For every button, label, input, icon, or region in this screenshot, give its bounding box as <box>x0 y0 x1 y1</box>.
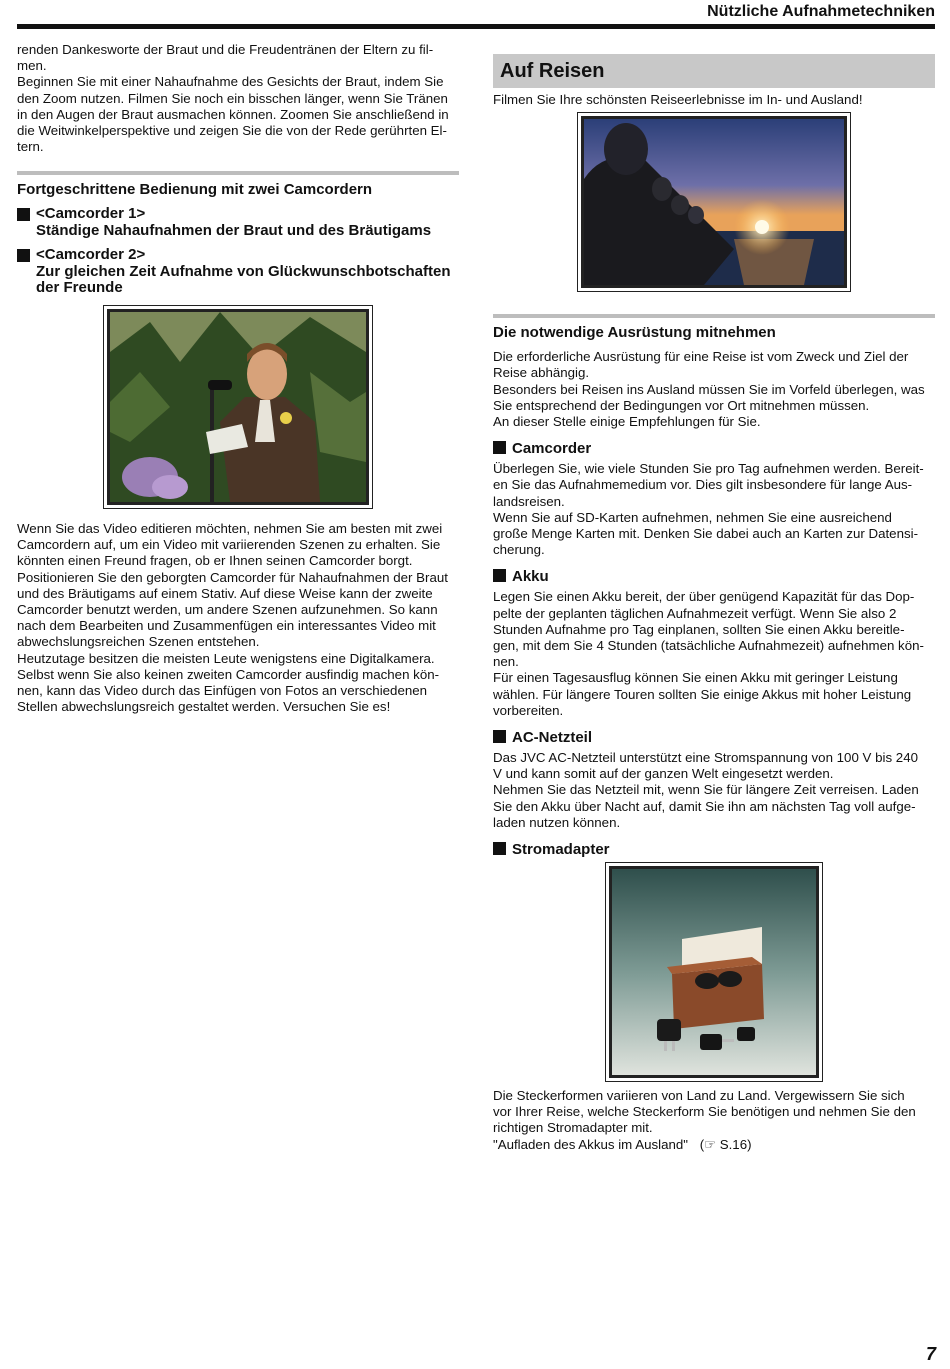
travel-banner: Auf Reisen <box>493 54 935 88</box>
page-number: 7 <box>925 1344 936 1364</box>
camcorder-2-note: <Camcorder 2> Zur gleichen Zeit Aufnahme von Glückwunschbotschaften der Freunde <box>17 247 459 297</box>
charging-abroad-link[interactable]: "Aufladen des Akkus im Ausland" <box>493 1136 688 1152</box>
right-column <box>493 42 935 1153</box>
square-bullet-icon <box>17 208 30 221</box>
page-reference[interactable]: (☞ S.16) <box>699 1136 752 1152</box>
header-rule <box>17 24 935 29</box>
camcorder-heading: Camcorder <box>493 440 935 457</box>
akku-text: Legen Sie einen Akku bereit, der über genügend Kapazität für das Dop- pelte der geplanten täglichen Aufnahmezeit verfügt. Wenn Sie also 2 Stunden Aufnahme pro Tag einplanen, sollten Sie einen Akku bereitle- gen, mit dem Sie 4 Stunden (tatsächliche Aufnahmezeit) aufnehmen kön- nen. Für einen Tagesausflug können Sie einen Akku mit geringer Leistung wählen. Für längere Touren sollten Sie einige Akkus mit hoher Leistung vorbereiten. <box>493 589 924 718</box>
section-rule <box>17 171 459 175</box>
section-title-equipment: Die notwendige Ausrüstung mitnehmen <box>493 324 776 342</box>
ac-adapter-text: Das JVC AC-Netzteil unterstützt eine Stromspannung von 100 V bis 240 V und kann somit auf der ganzen Welt eingesetzt werden. Nehmen Sie das Netzteil mit, wenn Sie für längere Zeit verreisen. Laden Sie den Akku über Nacht auf, damit Sie ihn am nächsten Tag voll aufge- laden nutzen können. <box>493 750 919 830</box>
camcorder-1-note: <Camcorder 1> Ständige Nahaufnahmen der Braut und des Bräutigams <box>17 206 459 239</box>
akku-heading: Akku <box>493 568 935 585</box>
travel-subtitle: Filmen Sie Ihre schönsten Reiseerlebnisse im In- und Ausland! <box>493 92 863 107</box>
page-header-title: Nützliche Aufnahmetechniken <box>707 3 935 20</box>
ac-adapter-heading: AC-Netzteil <box>493 729 935 746</box>
two-camcorder-body-text: Wenn Sie das Video editieren möchten, nehmen Sie am besten mit zwei Camcordern auf, um ein Video mit variierenden Szenen zu erhalten. Sie könnten einen Freund fragen, ob er Ihnen seinen Camcorder borgt. Positionieren Sie den geborgten Camcorder für Nahaufnahmen der Braut und des Bräutigams auf einem Stativ. Auf diese Weise kann der zweite Camcorder benutzt werden, um andere Szenen aufzunehmen. So kann nach dem Bearbeiten und Zusammenfügen ein interessantes Video mit abwechslungsreichen Szenen entstehen. Heutzutage besitzen die meisten Leute wenigstens eine Digitalkamera. Selbst wenn Sie also keinen zweiten Camcorder ausfindig machen kön- nen, kann das Video durch das Einfügen von Fotos an verschiedenen Stellen abwechslungsreich gestaltet werden. Versuchen Sie es! <box>17 520 448 715</box>
groom-speech-illustration <box>110 312 366 502</box>
square-bullet-icon <box>17 249 30 262</box>
section-title-two-camcorders: Fortgeschrittene Bedienung mit zwei Camcordern <box>17 181 373 199</box>
square-bullet-icon <box>493 569 506 582</box>
sunset-boat-illustration <box>584 119 844 285</box>
travel-sunset-photo <box>577 112 851 292</box>
left-column <box>17 42 459 715</box>
square-bullet-icon <box>493 441 506 454</box>
plug-adapters-illustration <box>612 869 816 1075</box>
section-rule <box>493 314 935 318</box>
camcorder-text: Überlegen Sie, wie viele Stunden Sie pro Tag aufnehmen werden. Bereit- en Sie das Aufnahmemedium vor. Dies gilt insbesondere für lange Aus- landsreisen. Wenn Sie auf SD-Karten aufnehmen, nehmen Sie eine ausreichend große Menge Karten mit. Denken Sie dabei auch an Karten zur Datensi- cherung. <box>493 461 924 558</box>
wedding-speech-photo <box>103 305 373 509</box>
plug-adapter-photo <box>605 862 823 1082</box>
plug-adapter-heading: Stromadapter <box>493 841 935 858</box>
intro-text: renden Dankesworte der Braut und die Freudentränen der Eltern zu fil- men. Beginnen Sie mit einer Nahaufnahme des Gesichts der Braut, indem Sie den Zoom nutzen. Filmen Sie noch ein bisschen länger, wenn Sie Tränen in den Augen der Braut ausmachen können. Zoomen Sie anschließend in die Weitwinkelperspektive und zeigen Sie die von der Rede gerührten El- tern. <box>17 42 449 155</box>
square-bullet-icon <box>493 730 506 743</box>
equipment-intro-text: Die erforderliche Ausrüstung für eine Reise ist vom Zweck und Ziel der Reise abhängig. Besonders bei Reisen ins Ausland müssen Sie im Vorfeld überlegen, was Sie entsprechend der Bedingungen vor Ort mitnehmen müssen. An dieser Stelle einige Empfehlungen für Sie. <box>493 349 925 430</box>
plug-adapter-text: Die Steckerformen variieren von Land zu Land. Vergewissern Sie sich vor Ihrer Reise, welche Steckerform Sie benötigen und nehmen Sie den richtigen Stromadapter mit. "Aufladen des Akkus im Ausland" (☞ S.16) <box>493 1088 916 1152</box>
square-bullet-icon <box>493 842 506 855</box>
